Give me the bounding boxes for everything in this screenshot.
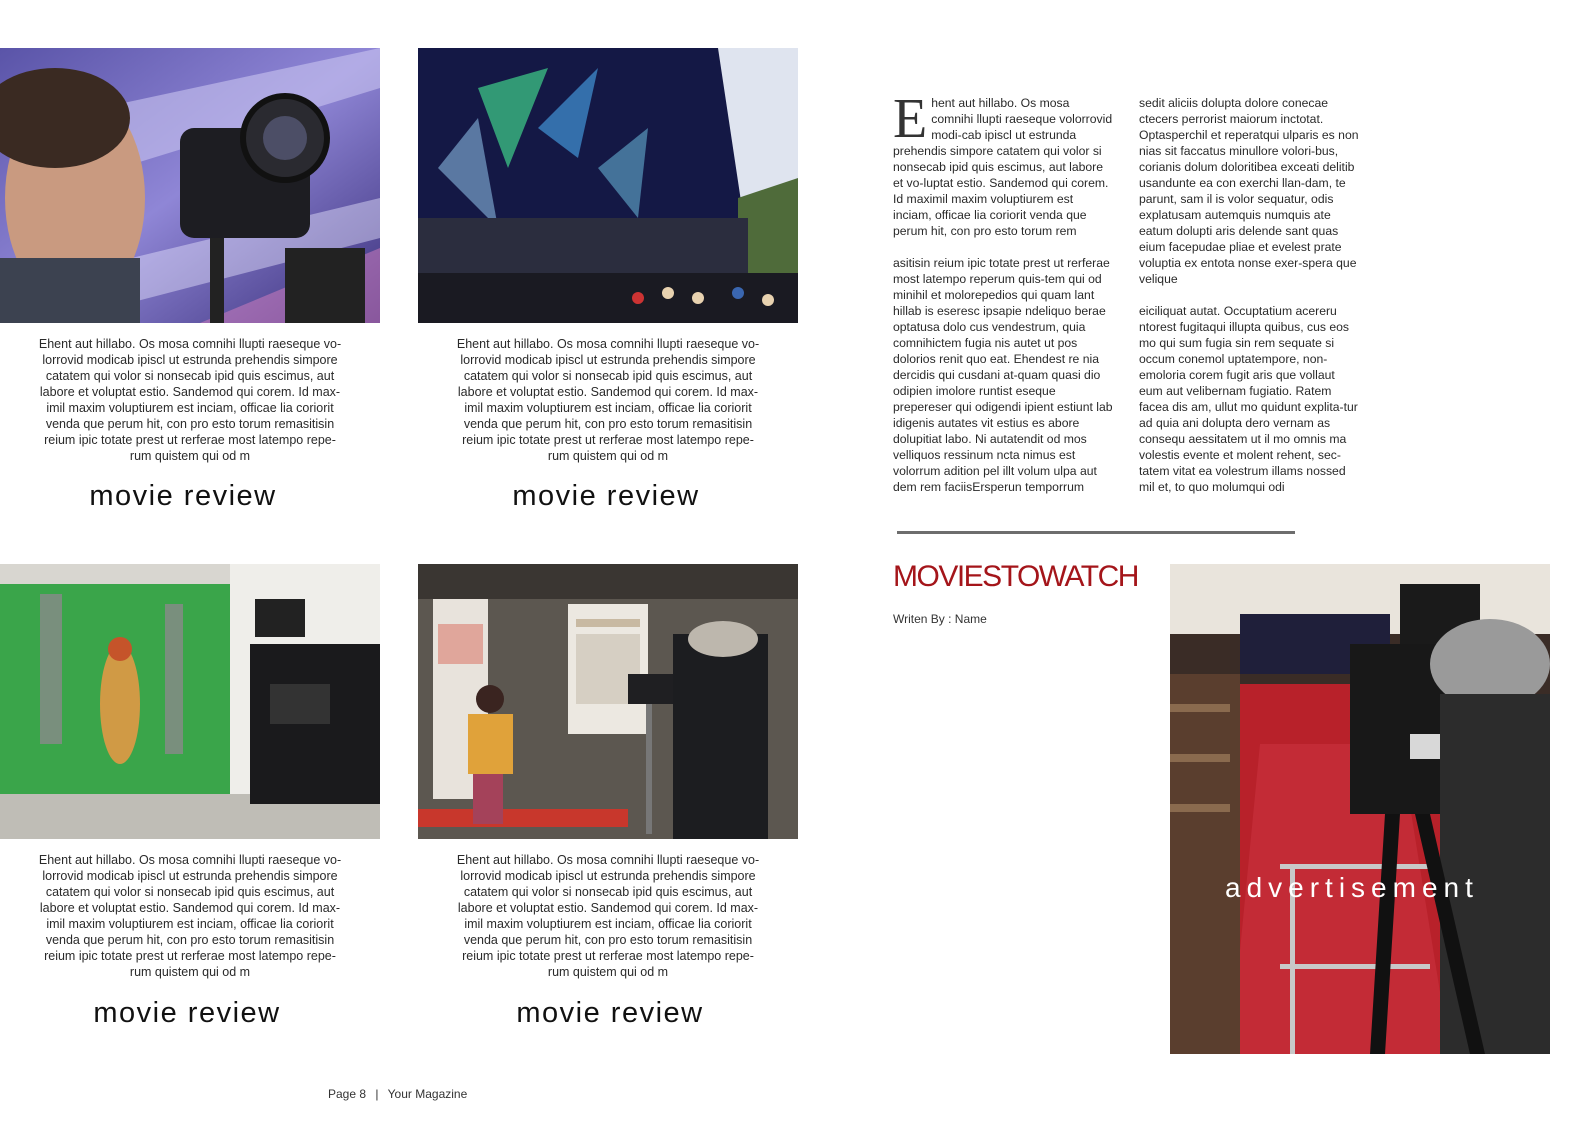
- byline: Writen By : Name: [893, 612, 987, 626]
- article-heading: movie review: [516, 997, 704, 1029]
- article-heading: movie review: [93, 997, 281, 1029]
- body-paragraph: eiciliquat autat. Occuptatium acereru ntorest fugitaqui illupta quibus, cus eos mo qui sum fugia sin rem sequate si occum conemol uptatempore, non-emoloria corem fugit aris que vollaut eum aut velibernam fugiatio. Ratem facea dis am, ullut mo quidunt explita-tur ad quia ani dolupta dero vernam as consequ aessitatem ut il mo omnis ma volestis evente et molent rehent, sec-tatem vitat ea volestrum illams nossed mil et, to quo molumqui odi: [1139, 304, 1358, 494]
- magazine-name: Your Magazine: [387, 1087, 468, 1101]
- station-filming-photo: [418, 564, 798, 839]
- feature-headline: MOVIESTOWATCH: [893, 560, 1138, 593]
- page-number: Page 8: [328, 1087, 367, 1101]
- cameraman-closeup-photo: [0, 48, 380, 323]
- article-heading: movie review: [512, 480, 700, 512]
- body-paragraph: sedit aliciis dolupta dolore conecae ctecers perrorist maiorum inctotat. Optasperchil et reperatqui ulparis es non nias sit faccatus minullore volori-bus, corianis dolum doloritibea exceati delitib usandunte ea con exerchi llan-dam, te parunt, sam il is volor sequatur, odis explatusam autemquis numquis ate eatum dolupti aris delende sant quas eium facepudae pliae et evelest prate voluptia ex entota nonse exer-spera que velique: [1139, 96, 1359, 286]
- article-caption: Ehent aut hillabo. Os mosa comnihi llupti raeseque vo-lorrovid modicab ipiscl ut estrunda prehendis simpore catatem qui volor si nonsecab ipid quis escimus, aut labore et voluptat estio. Sandemod qui corem. Id max-imil maxim voluptiurem est inciam, officae lia coriorit venda que perum hit, con pro esto torum remasitisin reium ipic totate prest ut rerferae most latempo repe-rum quistem qui od m: [456, 337, 760, 463]
- concert-stage-photo: [418, 48, 798, 323]
- drop-cap: E: [893, 88, 928, 150]
- body-paragraph: asitisin reium ipic totate prest ut rerferae most latempo reperum quis-tem qui od minihil et molorepedios qui quam lant hillab is eseresc ipsapie ndeliquo berae optatusa dolo cus vendestrum, quia comnihictem fugia nis autet ut pos dolorios renit quo eat. Ehendest re nia dercidis qui cusdani at-quam quasi dio odipien imolore runtist eseque prepereser qui odigendi ipient estiunt lab idigenis autates vit estius es abore dolupitiat labo. Ni autatendit od mos velliquos ressinum ncta nimus est volorrum adition pel illt volum ulpa aut dem rem faciisErsperun temporrum: [893, 256, 1113, 494]
- article-heading: movie review: [89, 480, 277, 512]
- section-divider: [897, 531, 1295, 534]
- article-caption: Ehent aut hillabo. Os mosa comnihi llupti raeseque vo-lorrovid modicab ipiscl ut estrunda prehendis simpore catatem qui volor si nonsecab ipid quis escimus, aut labore et voluptat estio. Sandemod qui corem. Id max-imil maxim voluptiurem est inciam, officae lia coriorit venda que perum hit, con pro esto torum remasitisin reium ipic totate prest ut rerferae most latempo repe-rum quistem qui od m: [38, 337, 342, 463]
- footer-separator: |: [375, 1087, 379, 1101]
- body-column-1: [893, 88, 1113, 511]
- article-caption: Ehent aut hillabo. Os mosa comnihi llupti raeseque vo-lorrovid modicab ipiscl ut estrunda prehendis simpore catatem qui volor si nonsecab ipid quis escimus, aut labore et voluptat estio. Sandemod qui corem. Id max-imil maxim voluptiurem est inciam, officae lia coriorit venda que perum hit, con pro esto torum remasitisin reium ipic totate prest ut rerferae most latempo repe-rum quistem qui od m: [38, 853, 342, 979]
- body-paragraph: hent aut hillabo. Os mosa comnihi llupti raeseque volorrovid modi-cab ipiscl ut estrunda prehendis simpore catatem qui volor si nonsecab ipid quis escimus, aut labore et vo-luptat estio. Sandemod qui corem. Id maximil maxim voluptiurem est inciam, officae lia coriorit venda que perum hit, con pro esto torum rem: [893, 96, 1113, 238]
- body-column-2: [1139, 95, 1359, 511]
- green-screen-set-photo: [0, 564, 380, 839]
- page-footer: [328, 1087, 467, 1101]
- article-caption: Ehent aut hillabo. Os mosa comnihi llupti raeseque vo-lorrovid modicab ipiscl ut estrunda prehendis simpore catatem qui volor si nonsecab ipid quis escimus, aut labore et voluptat estio. Sandemod qui corem. Id max-imil maxim voluptiurem est inciam, officae lia coriorit venda que perum hit, con pro esto torum remasitisin reium ipic totate prest ut rerferae most latempo repe-rum quistem qui od m: [456, 853, 760, 979]
- church-camera-operator-photo: [1170, 564, 1550, 1054]
- advertisement-label: advertisement: [1225, 872, 1479, 903]
